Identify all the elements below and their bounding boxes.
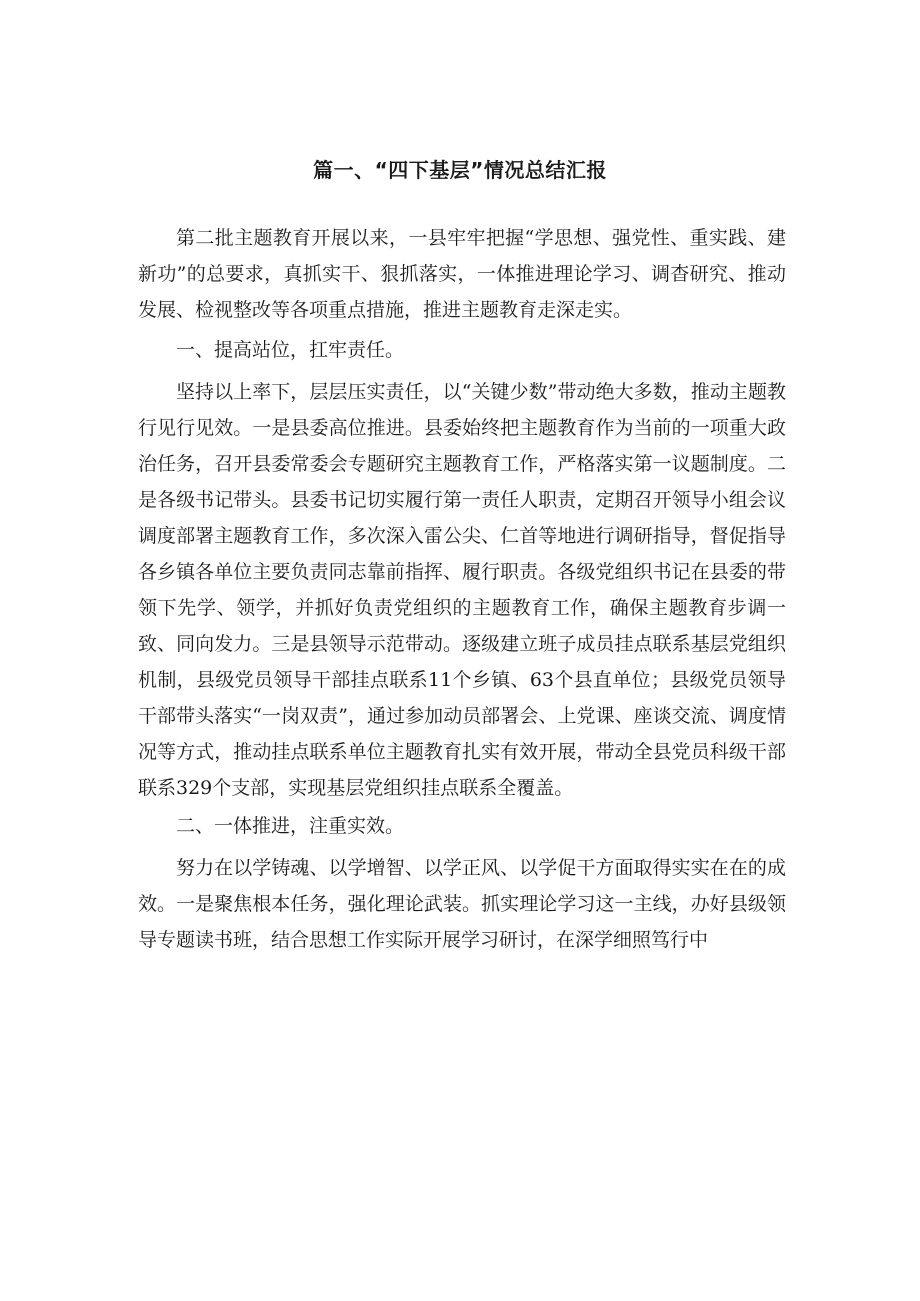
section-2-heading: 二、一体推进，注重实效。 xyxy=(176,815,405,837)
section-1-heading: 一、提高站位，扛牢责任。 xyxy=(176,339,405,361)
document-body xyxy=(138,220,786,958)
intro-paragraph: 第二批主题教育开展以来，一县牢牢把握“学思想、强党性、重实践、建新功”的总要求，真抓实干、狠抓落实，一体推进理论学习、调杳研究、推动发展、检视整改等各项重点措施，推进主题教育走深走实。 xyxy=(138,227,786,321)
section-1-paragraph: 坚持以上率下，层层压实责任，以“关键少数”带动绝大多数，推动主题教行见行见效。一是县委高位推进。县委始终把主题教育作为当前的一项重大政治任务，召开县委常委会专题研究主题教育工作，严格落实第一议题制度。二是各级书记带头。县委书记切实履行第一责任人职责，定期召开领导小组会议调度部署主题教育工作，多次深入雷公尖、仁首等地进行调研指导，督促指导各乡镇各单位主要负责同志靠前指挥、履行职责。各级党组织书记在县委的带领下先学、领学，并抓好负责党组织的主题教育工作，确保主题教育步调一致、同向发力。三是县领导示范带动。逐级建立班子成员挂点联系基层党组织机制，县级党员领导干部挂点联系11个乡镇、63个县直单位；县级党员领导干部带头落实“一岗双责”，通过参加动员部署会、上党课、座谈交流、调度情况等方式，推动挂点联系单位主题教育扎实有效开展，带动全县党员科级干部联系329个支部，实现基层党组织挂点联系全覆盖。 xyxy=(138,381,786,799)
section-2-paragraph: 努力在以学铸魂、以学增智、以学正风、以学促干方面取得实实在在的成效。一是聚焦根本任务，强化理论武装。抓实理论学习这一主线，办好县级领导专题读书班，结合思想工作实际开展学习研讨，在深学细照笃行中 xyxy=(138,857,786,951)
document-title: 篇一、“四下基层”情况总结汇报 xyxy=(313,158,607,182)
